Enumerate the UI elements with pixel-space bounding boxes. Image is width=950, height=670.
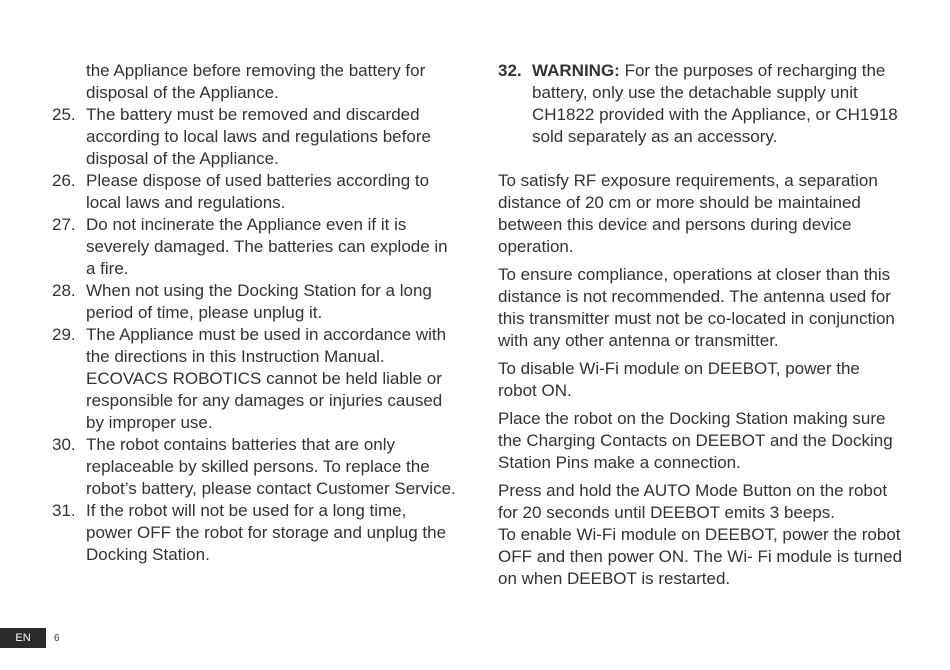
item-number: 31. [52,501,76,520]
rf-exposure-paragraph: To satisfy RF exposure requirements, a separation distance of 20 cm or more should be maintained between this device and persons during device operation. [498,171,878,256]
left-column [52,60,457,566]
warning-label: WARNING: [532,61,620,80]
disable-wifi-paragraph: To disable Wi-Fi module on DEEBOT, power the robot ON. [498,359,860,400]
item-text: The battery must be removed and discarded according to local laws and regulations before disposal of the Appliance. [86,105,431,168]
auto-mode-paragraph: Press and hold the AUTO Mode Button on the robot for 20 seconds until DEEBOT emits 3 beeps. [498,481,888,522]
item-text: The robot contains batteries that are only replaceable by skilled persons. To replace the robot’s battery, please contact Customer Service. [86,435,456,498]
continuation-text: the Appliance before removing the battery for disposal of the Appliance. [86,61,426,102]
item-number: 28. [52,281,76,300]
list-item-27 [52,214,457,280]
list-item-30 [52,434,457,500]
right-column [498,60,903,596]
item-text: Please dispose of used batteries according to local laws and regulations. [86,171,430,212]
item-text: The Appliance must be used in accordance with the directions in this Instruction Manual. ECOVACS ROBOTICS cannot be held liable or responsible for any damages or injuries caused by improper use. [86,325,447,432]
item-number: 30. [52,435,76,454]
list-item-25 [52,104,457,170]
language-badge: EN [0,628,46,648]
list-item-26 [52,170,457,214]
list-item-28 [52,280,457,324]
warning-number: 32. [498,61,522,80]
docking-paragraph: Place the robot on the Docking Station making sure the Charging Contacts on DEEBOT and the Docking Station Pins make a connection. [498,409,893,472]
list-item-29 [52,324,457,434]
item-text: If the robot will not be used for a long time, power OFF the robot for storage and unplug the Docking Station. [86,501,447,564]
enable-wifi-paragraph: To enable Wi-Fi module on DEEBOT, power the robot OFF and then power ON. The Wi- Fi module is turned on when DEEBOT is restarted. [498,525,903,588]
page-footer [0,628,60,648]
list-item-31 [52,500,457,566]
item-text: Do not incinerate the Appliance even if it is severely damaged. The batteries can explode in a fire. [86,215,448,278]
compliance-paragraph: To ensure compliance, operations at closer than this distance is not recommended. The antenna used for this transmitter must not be co-located in conjunction with any other antenna or transmitter. [498,265,895,350]
item-number: 26. [52,171,76,190]
item-number: 27. [52,215,76,234]
warning-item-32 [498,60,903,148]
item-text: When not using the Docking Station for a long period of time, please unplug it. [86,281,432,322]
item-number: 25. [52,105,76,124]
spacer [498,148,903,170]
warning-body [532,60,903,148]
item-number: 29. [52,325,76,344]
page-number: 6 [54,632,60,644]
warning-text: For the purposes of recharging the battery, only use the detachable supply unit CH1822 provided with the Appliance, or CH1918 sold separately as an accessory. [532,61,898,146]
